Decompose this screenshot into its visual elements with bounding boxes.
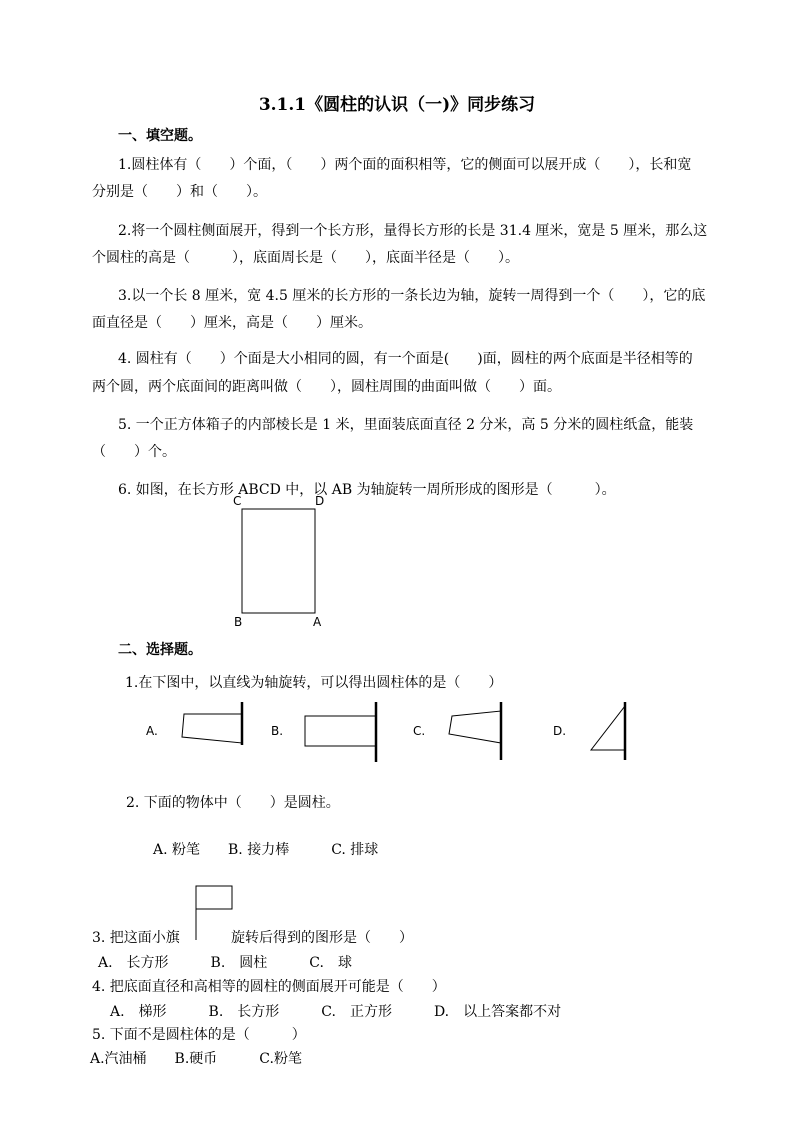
s2-q4-text: 4. 把底面直径和高相等的圆柱的侧面展开可能是（ ） xyxy=(92,979,446,995)
label-b: B xyxy=(234,615,243,629)
s2-q4-options: A. 梯形 B. 长方形 C. 正方形 D. 以上答案都不对 xyxy=(110,1004,562,1020)
option-d-figure xyxy=(591,702,625,760)
flag-figure xyxy=(196,886,232,940)
s2-q1-text: 1.在下图中，以直线为轴旋转，可以得出圆柱体的是（ ） xyxy=(125,675,503,691)
q1-line2: 分别是（ ）和（ ）。 xyxy=(92,184,267,200)
option-a-figure xyxy=(182,702,242,745)
label-d: D xyxy=(315,494,325,508)
q2-line2: 个圆柱的高是（ ），底面周长是（ ），底面半径是（ ）。 xyxy=(92,250,519,266)
s2-q2-options: A. 粉笔 B. 接力棒 C. 排球 xyxy=(153,842,379,858)
label-c: C xyxy=(233,494,242,508)
option-d-label: D. xyxy=(553,724,567,738)
q4-line1: 4. 圆柱有（ ）个面是大小相同的圆，有一个面是( )面，圆柱的两个底面是半径相等的 xyxy=(118,351,693,367)
section2-heading: 二、选择题。 xyxy=(118,642,202,658)
label-a: A xyxy=(313,615,322,629)
s2-q5-options: A.汽油桶 B.硬币 C.粉笔 xyxy=(90,1051,302,1067)
q6-text: 6. 如图，在长方形 ABCD 中，以 AB 为轴旋转一周所形成的图形是（ ）。 xyxy=(118,482,616,498)
q4-line2: 两个圆，两个底面间的距离叫做（ ），圆柱周围的曲面叫做（ ）面。 xyxy=(92,379,561,395)
q5-line2: （ ）个。 xyxy=(92,444,176,460)
option-c-figure xyxy=(449,702,501,760)
s2-q3-text-pre: 3. 把这面小旗 xyxy=(92,930,180,946)
q5-line1: 5. 一个正方体箱子的内部棱长是 1 米，里面装底面直径 2 分米，高 5 分米的圆柱纸盒，能装 xyxy=(118,417,694,433)
q1-line1: 1.圆柱体有（ ）个面，（ ）两个面的面积相等，它的侧面可以展开成（ ），长和宽 xyxy=(118,157,692,173)
page-title: 3.1.1《圆柱的认识（一)》同步练习 xyxy=(258,95,536,115)
s2-q5-text: 5. 下面不是圆柱体的是（ ） xyxy=(92,1027,306,1043)
s2-q3-text-post: 旋转后得到的图形是（ ） xyxy=(231,930,413,946)
option-b-figure xyxy=(305,702,376,762)
q2-line1: 2.将一个圆柱侧面展开，得到一个长方形，量得长方形的长是 31.4 厘米，宽是 5 厘米，那么这 xyxy=(118,223,708,239)
q3-line1: 3.以一个长 8 厘米，宽 4.5 厘米的长方形的一条长边为轴，旋转一周得到一个（ ），它的底 xyxy=(118,288,706,304)
s2-q3-options: A. 长方形 B. 圆柱 C. 球 xyxy=(98,955,352,971)
option-a-label: A. xyxy=(146,724,158,738)
s2-q2-text: 2. 下面的物体中（ ）是圆柱。 xyxy=(126,795,340,811)
option-c-label: C. xyxy=(413,724,426,738)
option-b-label: B. xyxy=(271,724,284,738)
q3-line2: 面直径是（ ）厘米，高是（ ）厘米。 xyxy=(92,315,372,331)
section1-heading: 一、填空题。 xyxy=(118,128,202,144)
